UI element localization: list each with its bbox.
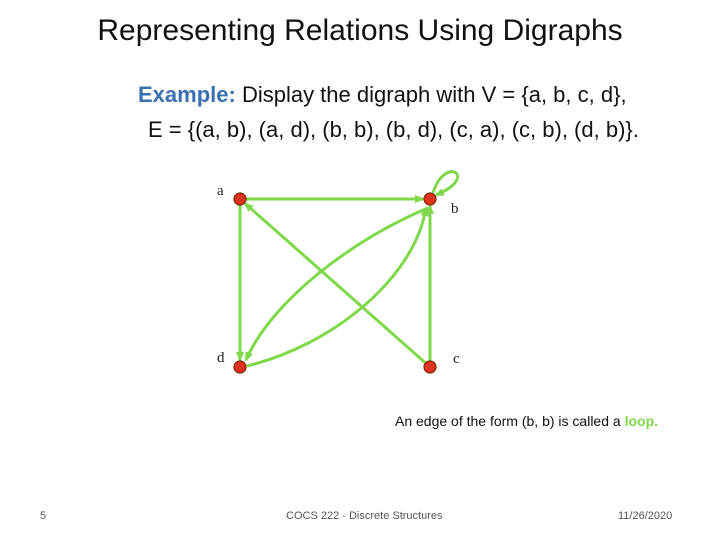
edge-b-b [433,172,458,195]
edge-d-b [247,208,426,366]
example-label: Example: [138,82,236,107]
slide-date: 11/26/2020 [618,510,673,522]
course-name: COCS 222 - Discrete Structures [286,510,443,522]
vertex-b [424,193,436,205]
vertex-label-d: d [217,350,225,366]
vertex-label-a: a [217,183,224,199]
vertex-d [234,361,246,373]
vertex-label-c: c [453,351,460,367]
vertex-c [424,361,436,373]
edge-c-a [245,204,425,363]
example-text: Display the digraph with V = {a, b, c, d}, [235,82,627,107]
vertex-label-b: b [451,201,459,217]
page-number: 5 [40,510,47,522]
slide-title: Representing Relations Using Digraphs [97,14,623,47]
loop-note [395,413,658,429]
example-edges: E = {(a, b), (a, d), (b, b), (b, d), (c, a), (c, b), (d, b)}. [148,117,639,142]
vertex-a [234,193,246,205]
loop-note-text: An edge of the form (b, b) is called a [395,413,625,429]
loop-word: loop. [624,413,659,429]
